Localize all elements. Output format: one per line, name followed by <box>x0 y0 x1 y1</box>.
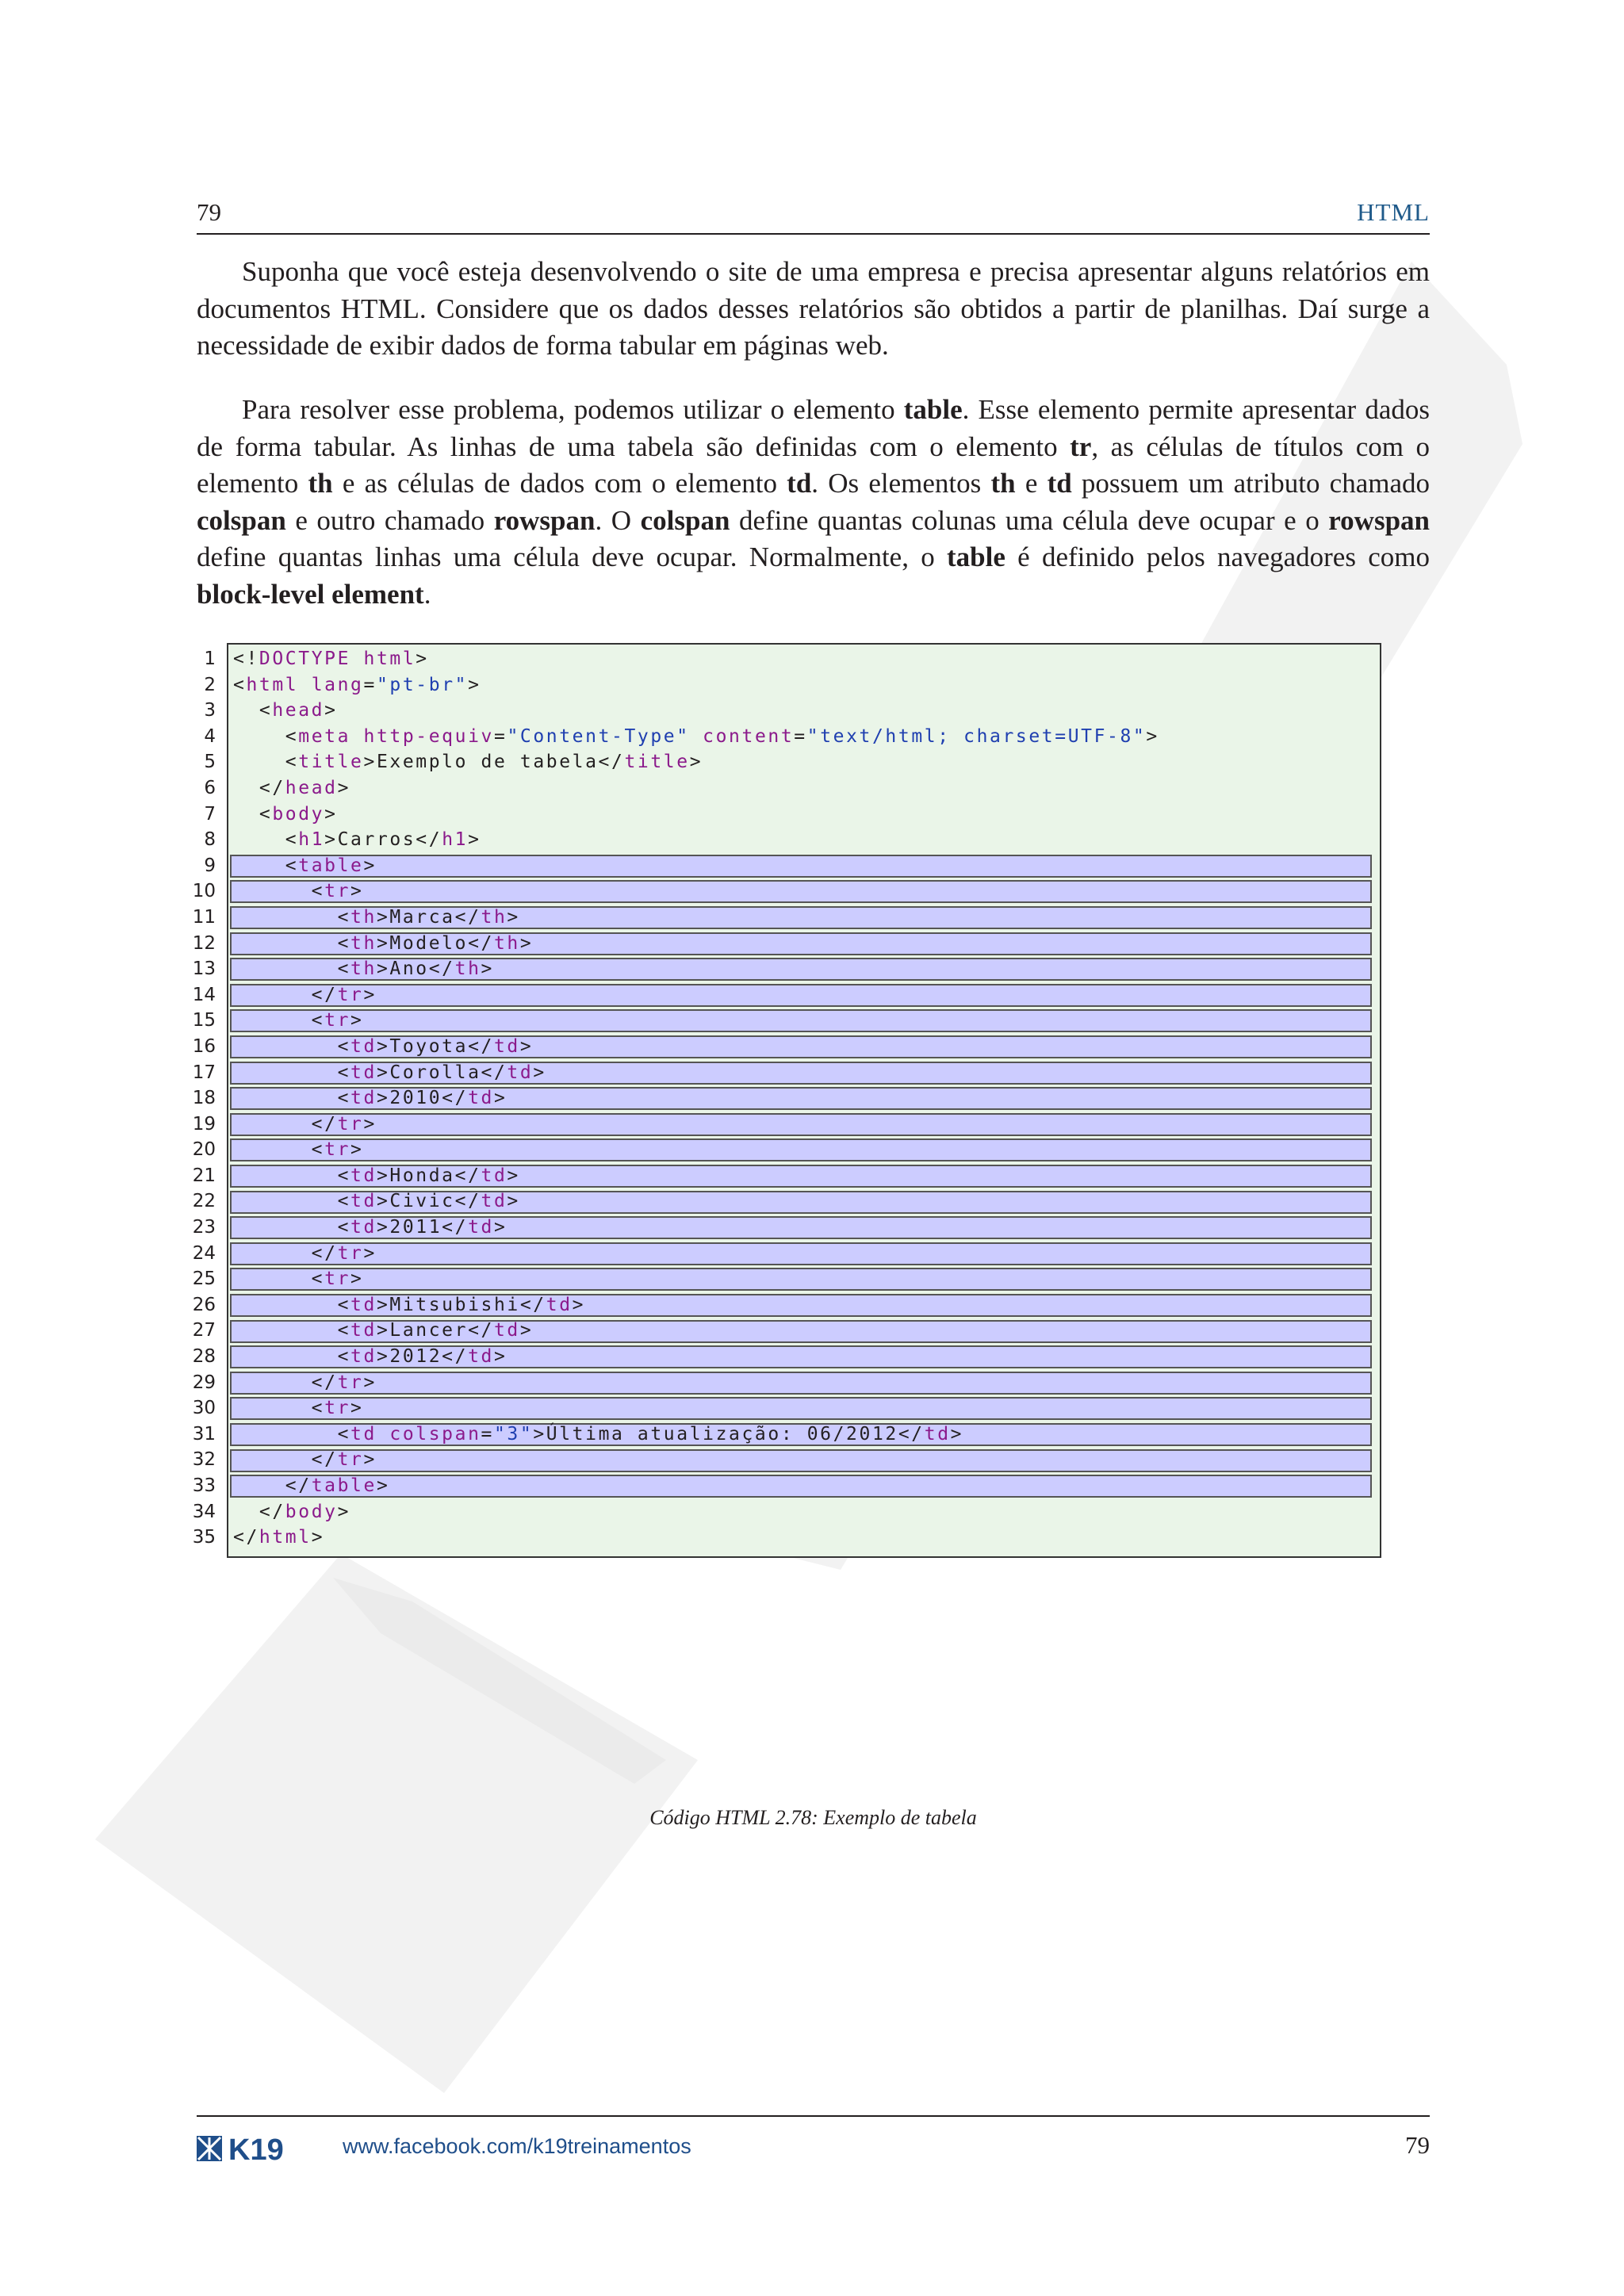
code-keyword: td <box>481 1165 508 1186</box>
code-punct: > <box>468 829 481 851</box>
code-keyword: table <box>298 855 364 876</box>
code-punct: > <box>493 1217 508 1238</box>
bold-term: table <box>903 394 963 425</box>
code-line <box>0 1395 1624 1422</box>
text-run: define quantas colunas uma célula deve ocupar e o <box>730 504 1329 536</box>
code-punct: < <box>233 803 273 825</box>
code-line <box>0 956 1624 982</box>
code-punct: >Exemplo de tabela</ <box>363 752 625 773</box>
code-punct: < <box>233 1320 351 1341</box>
code-punct: < <box>233 881 325 902</box>
code-line <box>0 672 1624 698</box>
code-line <box>0 1447 1624 1473</box>
code-text <box>233 1344 507 1370</box>
code-punct <box>690 726 703 747</box>
code-punct <box>350 649 363 669</box>
code-punct: </ <box>233 1527 259 1548</box>
code-punct: > <box>337 1501 351 1522</box>
code-keyword: content <box>703 725 795 747</box>
code-punct: > <box>519 1035 534 1057</box>
line-number: 17 <box>192 1062 216 1083</box>
code-string: "Content-Type" <box>507 725 690 747</box>
code-line <box>0 1344 1624 1370</box>
line-number: 9 <box>204 855 216 876</box>
code-text <box>233 827 481 853</box>
code-punct: >2010</ <box>376 1088 469 1109</box>
code-line <box>0 775 1624 802</box>
code-punct: < <box>233 906 351 928</box>
code-keyword: title <box>624 752 690 773</box>
code-punct: > <box>1146 725 1159 747</box>
code-punct: >Civic</ <box>376 1191 481 1212</box>
code-punct: </ <box>233 1242 338 1264</box>
code-keyword: tr <box>324 881 351 902</box>
code-punct: > <box>468 674 481 695</box>
code-line <box>0 1034 1624 1060</box>
code-punct: > <box>363 1242 377 1264</box>
line-number: 23 <box>192 1217 216 1238</box>
code-punct: < <box>233 1398 325 1419</box>
code-keyword: tr <box>324 1269 351 1290</box>
code-punct: > <box>311 1527 325 1548</box>
line-number: 21 <box>192 1165 216 1186</box>
code-keyword: head <box>285 777 338 798</box>
code-keyword: td <box>350 1035 377 1057</box>
code-string: "3" <box>493 1423 534 1445</box>
code-text <box>233 1525 324 1551</box>
line-number: 26 <box>192 1294 216 1315</box>
code-text <box>233 1266 364 1292</box>
code-keyword: th <box>454 959 481 980</box>
code-keyword: tr <box>324 1139 351 1161</box>
code-punct: >Toyota</ <box>376 1035 494 1057</box>
code-punct: < <box>233 1217 351 1238</box>
code-line <box>0 1499 1624 1525</box>
code-line <box>0 1422 1624 1448</box>
code-keyword: td <box>924 1423 951 1445</box>
bold-term: td <box>787 468 812 499</box>
code-line <box>0 1137 1624 1163</box>
code-text <box>233 802 338 828</box>
code-text <box>233 931 533 957</box>
code-punct: < <box>233 1062 351 1083</box>
code-keyword: td <box>468 1217 494 1238</box>
code-keyword: td <box>507 1062 534 1083</box>
code-punct: > <box>572 1294 586 1315</box>
line-number: 22 <box>192 1191 216 1212</box>
code-punct: </ <box>233 1113 338 1135</box>
line-number: 24 <box>192 1242 216 1264</box>
line-number: 15 <box>192 1010 216 1031</box>
code-line <box>0 1266 1624 1292</box>
line-number: 13 <box>192 959 216 980</box>
code-line <box>0 853 1624 879</box>
code-keyword: tr <box>337 1449 364 1471</box>
code-caption: Código HTML 2.78: Exemplo de tabela <box>649 1806 977 1829</box>
text-run: é definido pelos navegadores como <box>1005 541 1430 572</box>
code-punct: > <box>324 803 338 825</box>
code-punct: > <box>350 1010 364 1031</box>
code-punct: > <box>416 649 429 669</box>
code-keyword: tr <box>337 1242 364 1264</box>
text-run: . Os elementos <box>811 468 991 499</box>
code-punct: >Modelo</ <box>376 932 494 954</box>
code-keyword: meta <box>298 725 351 747</box>
code-line <box>0 802 1624 828</box>
code-keyword: td <box>350 1191 377 1212</box>
code-keyword: td <box>493 1035 520 1057</box>
code-punct: <! <box>233 649 259 669</box>
code-line <box>0 1525 1624 1551</box>
code-punct: < <box>233 1269 325 1290</box>
code-text <box>233 1473 389 1499</box>
code-line <box>0 1241 1624 1267</box>
text-run: , as células de títulos com o elemento <box>197 430 1431 499</box>
code-punct: > <box>363 984 377 1005</box>
line-number: 2 <box>204 674 216 695</box>
text-run: Suponha que você esteja desenvolvendo o site de uma empresa e precisa apresentar alguns relatórios em documentos HTML. Considere que os dados desses relatórios são obtidos a partir de planilhas. Daí surge a necessidade de exibir dados de forma tabular em páginas web. <box>197 256 1430 361</box>
k19-logo <box>197 2133 324 2164</box>
code-line <box>0 1292 1624 1318</box>
code-keyword: tr <box>337 984 364 1005</box>
code-keyword: h1 <box>298 829 325 851</box>
code-keyword: DOCTYPE <box>259 649 351 669</box>
code-punct: > <box>950 1423 964 1445</box>
code-punct: < <box>233 674 247 695</box>
code-punct: > <box>493 1346 508 1368</box>
code-line <box>0 1085 1624 1112</box>
code-punct: < <box>233 1191 351 1212</box>
line-number: 35 <box>192 1527 216 1548</box>
code-punct <box>377 1424 389 1445</box>
code-punct: >Carros</ <box>324 829 442 851</box>
code-punct: > <box>363 1449 377 1471</box>
code-text <box>233 698 338 724</box>
code-keyword: table <box>311 1475 377 1496</box>
code-keyword: td <box>350 1346 377 1368</box>
bold-term: rowspan <box>1328 504 1430 536</box>
code-text <box>233 878 364 905</box>
code-punct: < <box>233 932 351 954</box>
bold-term: table <box>947 541 1005 572</box>
line-number: 14 <box>192 984 216 1005</box>
code-keyword: th <box>493 932 520 954</box>
line-number: 33 <box>192 1475 216 1496</box>
line-number: 27 <box>192 1320 216 1341</box>
code-punct: < <box>233 1010 325 1031</box>
code-punct: >2011</ <box>376 1217 469 1238</box>
code-punct: = <box>493 725 508 747</box>
code-text <box>233 905 520 931</box>
code-keyword: th <box>350 959 377 980</box>
code-line <box>0 1473 1624 1499</box>
code-punct: </ <box>233 1475 312 1496</box>
code-punct: > <box>519 1320 534 1341</box>
code-punct: </ <box>233 1501 285 1522</box>
code-text <box>233 1422 963 1448</box>
code-line <box>0 1112 1624 1138</box>
text-run: Para resolver esse problema, podemos utilizar o elemento <box>242 394 904 425</box>
code-keyword: html <box>259 1527 312 1548</box>
code-line <box>0 1215 1624 1241</box>
code-keyword: td <box>481 1191 508 1212</box>
code-punct: > <box>689 752 703 773</box>
code-keyword: html <box>363 649 416 669</box>
line-number: 30 <box>192 1398 216 1419</box>
code-punct: >2012</ <box>376 1346 469 1368</box>
code-text <box>233 672 481 698</box>
bold-term: block-level element <box>197 578 424 610</box>
code-text <box>233 853 377 879</box>
code-keyword: h1 <box>442 829 469 851</box>
code-keyword: td <box>350 1294 377 1315</box>
code-punct: >Corolla</ <box>376 1062 508 1083</box>
text-run: define quantas linhas uma célula deve ocupar. Normalmente, o <box>197 541 948 572</box>
line-number: 4 <box>204 725 216 747</box>
line-number: 18 <box>192 1088 216 1109</box>
paragraph-table-element <box>197 392 1430 613</box>
code-punct: >Marca</ <box>376 906 481 928</box>
code-punct: < <box>233 1035 351 1057</box>
code-keyword: td <box>350 1088 377 1109</box>
code-keyword: http-equiv <box>363 725 494 747</box>
code-punct: > <box>350 1269 364 1290</box>
code-punct <box>298 675 311 695</box>
code-keyword: td <box>546 1294 573 1315</box>
code-punct: </ <box>233 984 338 1005</box>
code-text <box>233 1137 364 1163</box>
line-number: 12 <box>192 932 216 954</box>
code-punct: > <box>363 1372 377 1393</box>
paragraph-intro <box>197 254 1430 365</box>
bold-term: th <box>990 468 1016 499</box>
code-keyword: head <box>272 700 325 721</box>
code-keyword: th <box>481 906 508 928</box>
line-number: 28 <box>192 1346 216 1368</box>
code-text <box>233 1008 364 1034</box>
code-line <box>0 749 1624 775</box>
code-text <box>233 1085 507 1112</box>
code-text <box>233 1447 377 1473</box>
bold-term: colspan <box>640 504 730 536</box>
code-keyword: title <box>298 752 364 773</box>
header-section-title: HTML <box>1357 198 1430 226</box>
code-punct: >Mitsubishi</ <box>376 1294 546 1315</box>
code-keyword: body <box>285 1501 338 1522</box>
code-keyword: td <box>350 1320 377 1341</box>
line-number: 7 <box>204 803 216 825</box>
code-text <box>233 1395 364 1422</box>
line-number: 10 <box>192 881 216 902</box>
code-punct: < <box>233 1346 351 1368</box>
code-string: "text/html; charset=UTF-8" <box>806 725 1147 747</box>
code-line <box>0 646 1624 672</box>
code-text <box>233 724 1159 750</box>
code-text <box>233 1292 585 1318</box>
line-number: 3 <box>204 700 216 721</box>
text-run: . O <box>595 504 641 536</box>
header-page-number: 79 <box>197 198 221 226</box>
code-text <box>233 1215 507 1241</box>
code-text <box>233 982 377 1008</box>
line-number: 19 <box>192 1113 216 1135</box>
code-keyword: tr <box>337 1372 364 1393</box>
line-number: 16 <box>192 1035 216 1057</box>
code-line <box>0 1318 1624 1344</box>
code-punct: < <box>233 829 299 851</box>
code-lines <box>0 646 1624 1551</box>
line-number: 11 <box>192 906 216 928</box>
bold-term: th <box>308 468 333 499</box>
code-punct: > <box>376 1475 390 1496</box>
bold-term: colspan <box>197 504 286 536</box>
code-line <box>0 931 1624 957</box>
code-text <box>233 749 703 775</box>
code-punct: > <box>337 777 351 798</box>
code-line <box>0 905 1624 931</box>
code-punct: > <box>350 881 364 902</box>
code-punct: < <box>233 1088 351 1109</box>
page-header <box>197 198 1430 235</box>
text-run: e <box>1015 468 1048 499</box>
code-keyword: td <box>350 1165 377 1186</box>
code-text <box>233 1241 377 1267</box>
code-punct: > <box>363 1113 377 1135</box>
code-punct: > <box>481 959 494 980</box>
code-text <box>233 1060 546 1086</box>
code-string: "pt-br" <box>376 674 469 695</box>
line-number: 5 <box>204 752 216 773</box>
footer-page-number: 79 <box>1405 2131 1430 2159</box>
code-punct: < <box>233 1165 351 1186</box>
code-punct: > <box>507 1165 520 1186</box>
code-punct: < <box>233 855 299 876</box>
code-punct <box>350 726 363 747</box>
code-text <box>233 1034 533 1060</box>
code-punct: = <box>363 674 377 695</box>
line-number: 34 <box>192 1501 216 1522</box>
code-keyword: td <box>350 1062 377 1083</box>
code-text <box>233 1499 350 1525</box>
code-punct: < <box>233 1139 325 1161</box>
code-keyword: html <box>246 674 299 695</box>
line-number: 20 <box>192 1139 216 1161</box>
code-punct: </ <box>233 1449 338 1471</box>
code-keyword: td <box>493 1320 520 1341</box>
line-number: 1 <box>204 649 216 669</box>
code-punct: = <box>794 725 807 747</box>
code-punct: > <box>507 1191 520 1212</box>
code-text <box>233 956 494 982</box>
code-keyword: lang <box>311 674 364 695</box>
code-punct: > <box>533 1062 546 1083</box>
code-punct: >Lancer</ <box>376 1320 494 1341</box>
code-punct: > <box>507 906 520 928</box>
line-number: 25 <box>192 1269 216 1290</box>
code-line <box>0 878 1624 905</box>
text-run: e as células de dados com o elemento <box>332 468 787 499</box>
line-number: 6 <box>204 777 216 798</box>
code-text <box>233 646 429 672</box>
code-punct: = <box>481 1423 494 1445</box>
code-text <box>233 1163 520 1189</box>
code-punct: > <box>363 855 377 876</box>
code-line <box>0 1060 1624 1086</box>
code-text <box>233 1112 377 1138</box>
code-punct: >Honda</ <box>376 1165 481 1186</box>
facebook-link[interactable]: www.facebook.com/k19treinamentos <box>343 2134 691 2158</box>
code-text <box>233 1188 520 1215</box>
text-run: . <box>423 578 431 610</box>
code-line <box>0 982 1624 1008</box>
bold-term: rowspan <box>493 504 596 536</box>
code-punct: > <box>493 1088 508 1109</box>
line-number: 8 <box>204 829 216 851</box>
code-text <box>233 1370 377 1396</box>
code-punct: </ <box>233 1372 338 1393</box>
code-keyword: td <box>468 1346 494 1368</box>
code-line <box>0 827 1624 853</box>
bold-term: tr <box>1070 430 1092 462</box>
code-line <box>0 1008 1624 1034</box>
code-punct: > <box>350 1398 364 1419</box>
k19-logo-text: K19 <box>228 2133 284 2164</box>
code-text <box>233 775 350 802</box>
line-number: 32 <box>192 1449 216 1471</box>
code-punct: < <box>233 752 299 773</box>
code-punct: < <box>233 1294 351 1315</box>
code-punct: >Ano</ <box>376 959 455 980</box>
code-keyword: tr <box>324 1398 351 1419</box>
code-line <box>0 698 1624 724</box>
code-punct: > <box>350 1139 364 1161</box>
code-text <box>233 1318 533 1344</box>
code-punct: < <box>233 1423 351 1445</box>
code-keyword: td <box>468 1088 494 1109</box>
code-punct: < <box>233 700 273 721</box>
code-line <box>0 1163 1624 1189</box>
code-punct: >Última atualização: 06/2012</ <box>533 1423 925 1445</box>
code-keyword: body <box>272 803 325 825</box>
code-keyword: td <box>350 1423 377 1445</box>
code-line <box>0 1188 1624 1215</box>
code-punct: > <box>324 700 338 721</box>
code-keyword: tr <box>337 1113 364 1135</box>
code-keyword: th <box>350 932 377 954</box>
text-run: e outro chamado <box>285 504 494 536</box>
bold-term: td <box>1047 468 1072 499</box>
code-line <box>0 724 1624 750</box>
code-punct: < <box>233 959 351 980</box>
line-number: 29 <box>192 1372 216 1393</box>
text-run: . Esse elemento permite apresentar dados de forma tabular. As linhas de uma tabela são definidas com o elemento <box>197 394 1430 462</box>
footer-rule <box>197 2115 1430 2117</box>
code-punct: < <box>233 725 299 747</box>
code-keyword: td <box>350 1217 377 1238</box>
code-keyword: tr <box>324 1010 351 1031</box>
code-line <box>0 1370 1624 1396</box>
line-number: 31 <box>192 1423 216 1445</box>
code-keyword: th <box>350 906 377 928</box>
code-punct: </ <box>233 777 285 798</box>
code-keyword: colspan <box>389 1423 481 1445</box>
code-punct: > <box>519 932 534 954</box>
text-run: possuem um atributo chamado <box>1071 468 1430 499</box>
